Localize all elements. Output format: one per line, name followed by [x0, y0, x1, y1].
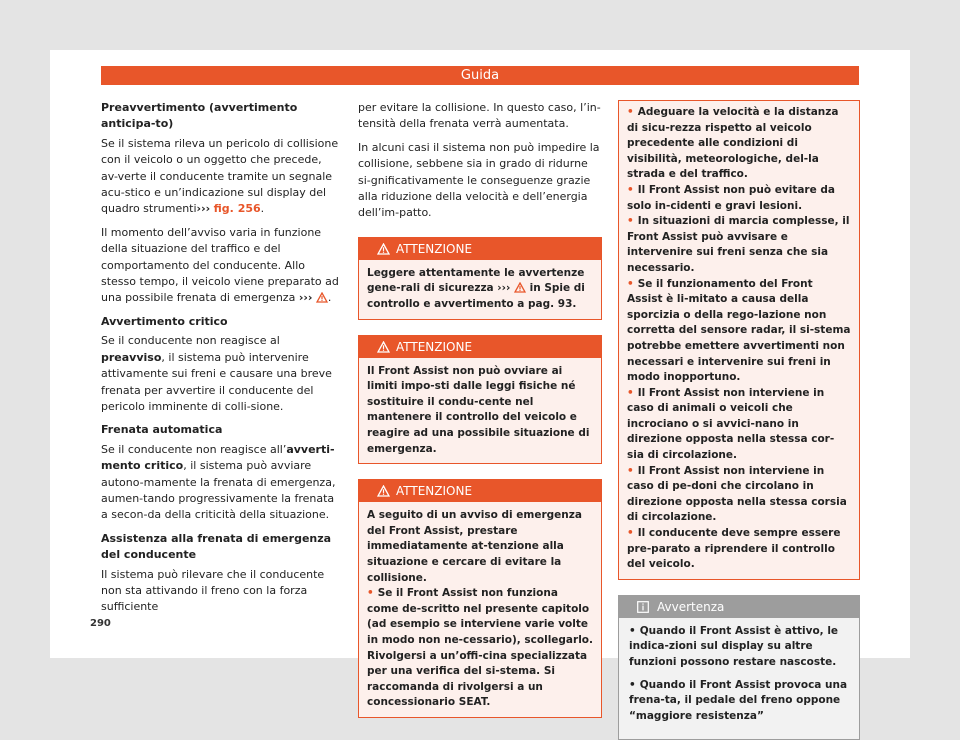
bullet-icon: • [629, 678, 636, 691]
list-item: • Il Front Assist non può evitare da solo in-cidenti e gravi lesioni. [627, 183, 835, 212]
list-item: • Il conducente deve sempre essere pre-parato a riprendere il controllo del veicolo. [627, 527, 841, 571]
middle-column [358, 100, 602, 733]
figure-link[interactable]: fig. 256 [213, 202, 261, 216]
bullet-icon: • [627, 183, 634, 196]
paragraph: In alcuni casi il sistema non può impedire la collisione, sebbene sia in grado di ridurne si-gnificativamente le conseguenze grazie alla riduzione della velocità e dell’energia dell’im-patto. [358, 140, 600, 220]
bullet-icon: • [627, 464, 634, 477]
section-header: Guida [101, 66, 859, 85]
warning-triangle-icon[interactable] [514, 282, 526, 293]
list-item: • Se il Front Assist non funziona come de-scritto nel presente capitolo (ad esempio se interviene varie volte in modo non ne-cessario), scollegarlo. Rivolgersi a un’offi-cina specializzata per una verifica del si-stema. Si raccomanda di rivolgersi a un concessionario SEAT. [367, 587, 593, 709]
right-column [618, 100, 860, 740]
page-number: 290 [90, 618, 111, 629]
heading-preavvertimento: Preavvertimento (avvertimento anticipa-to) [101, 101, 298, 131]
paragraph: Se il conducente non reagisce al preavviso, il sistema può intervenire attivamente sui freni e causare una breve frenata per avvertire il conducente del pericolo imminente di colli-sione. [101, 334, 332, 413]
warning-box-continued [618, 100, 860, 580]
warning-title: ATTENZIONE [396, 339, 473, 354]
note-title: Avvertenza [657, 599, 725, 614]
ref-arrows: ››› [298, 291, 313, 305]
list-item: • Quando il Front Assist è attivo, le indica-zioni sul display su altre funzioni possono restare nascoste. [629, 624, 839, 668]
bullet-icon: • [627, 277, 634, 290]
warning-box [358, 479, 602, 718]
paragraph: Se il conducente non reagisce all’avverti-mento critico, il sistema può avviare autono-mamente la frenata di emergenza, aumen-tando progressivamente la frenata a secon-da della criticità della situazione. [101, 442, 336, 522]
bullet-icon: • [627, 106, 634, 118]
warning-box-body: Il Front Assist non può ovviare ai limiti impo-sti dalle leggi fisiche né sostituire il condu-cente nel mantenere il controllo del veicolo e reagire ad una possibile situazione di emergenza. [367, 364, 590, 455]
heading-avvertimento-critico: Avvertimento critico [101, 314, 228, 328]
paragraph: Se il sistema rileva un pericolo di collisione con il veicolo o un oggetto che precede, av-verte il conducente tramite un segnale acu-stico e un’indicazione sul display del quadro strumenti››› fig. 256. [101, 136, 339, 216]
note-box [618, 595, 860, 740]
warning-box [358, 237, 602, 320]
ref-arrows: ››› [497, 282, 511, 295]
list-item: • Quando il Front Assist provoca una frena-ta, il pedale del freno oppone “maggiore resistenza” [629, 678, 848, 722]
warning-box-header [359, 238, 601, 260]
warning-triangle-icon [377, 485, 390, 497]
bullet-icon: • [367, 587, 374, 600]
manual-page [50, 50, 910, 722]
warning-box-header [359, 336, 601, 358]
left-column [101, 100, 341, 623]
ref-arrows: ››› [196, 202, 211, 216]
warning-title: ATTENZIONE [396, 484, 473, 499]
warning-title: ATTENZIONE [396, 241, 473, 256]
bullet-icon: • [627, 527, 634, 540]
list-item: • In situazioni di marcia complesse, il Front Assist può avvisare e intervenire sui freni senza che sia necessario. [627, 215, 850, 274]
list-item: • Il Front Assist non interviene in caso di pe-doni che circolano in direzione opposta nella stessa corsia di circolazione. [627, 464, 847, 524]
heading-assistenza-frenata: Assistenza alla frenata di emergenza del conducente [101, 531, 332, 562]
bullet-icon: • [627, 386, 634, 399]
note-box-body [619, 618, 859, 740]
warning-box-body: Leggere attentamente le avvertenze gene-rali di sicurezza ››› in Spie di controllo e avvertimento a pag. 93. [367, 266, 585, 311]
warning-triangle-icon[interactable] [316, 292, 328, 303]
warning-box-header [359, 480, 601, 502]
bullet-icon: • [627, 215, 634, 228]
bullet-icon: • [629, 624, 636, 637]
warning-box-body: A seguito di un avviso di emergenza del Front Assist, prestare immediatamente at-tenzione alla situazione e cercare di evitare la collisione. • Se il Front Assist non funziona come de-scritto nel presente capitolo (ad esempio se interviene varie volte in modo non ne-cessario), scollegarlo. Rivolgersi a un’offi-cina specializzata per una verifica del si-stema. Si raccomanda di rivolgersi a un concessionario SEAT. [359, 502, 601, 717]
paragraph: per evitare la collisione. In questo caso, l’in-tensità della frenata verrà aumentata. [358, 101, 601, 131]
list-item: • Adeguare la velocità e la distanza di sicu-rezza rispetto al veicolo precedente alle condizioni di visibilità, meteorologiche, del-la strada e del traffico. [627, 106, 839, 181]
note-box-header [619, 596, 859, 618]
warning-triangle-icon [377, 243, 390, 255]
list-item: • Se il funzionamento del Front Assist è li-mitato a causa della sporcizia o della rego-lazione non corretta del sensore radar, il si-stema potrebbe emettere avvertimenti non necessari e intervenire sui freni in modo inopportuno. [627, 277, 851, 384]
heading-frenata-automatica: Frenata automatica [101, 423, 223, 437]
warning-box-body [619, 101, 859, 579]
paragraph: Il sistema può rilevare che il conducente non sta attivando il freno con la forza sufficiente [101, 567, 325, 614]
warning-triangle-icon [377, 341, 390, 353]
cross-reference-link[interactable]: in Spie di controllo e avvertimento a pag. 93. [367, 282, 585, 311]
paragraph: Il momento dell’avviso varia in funzione della situazione del traffico e del comportamento del conducente. Allo stesso tempo, il veicolo viene preparato ad una possibile frenata di emergenza ››› . [101, 225, 339, 305]
warning-box [358, 335, 602, 465]
info-icon [637, 601, 649, 613]
list-item: • Il Front Assist non interviene in caso di animali o veicoli che incrociano o si avvici-nano in direzione opposta nella stessa cor-sia di circolazione. [627, 386, 835, 462]
